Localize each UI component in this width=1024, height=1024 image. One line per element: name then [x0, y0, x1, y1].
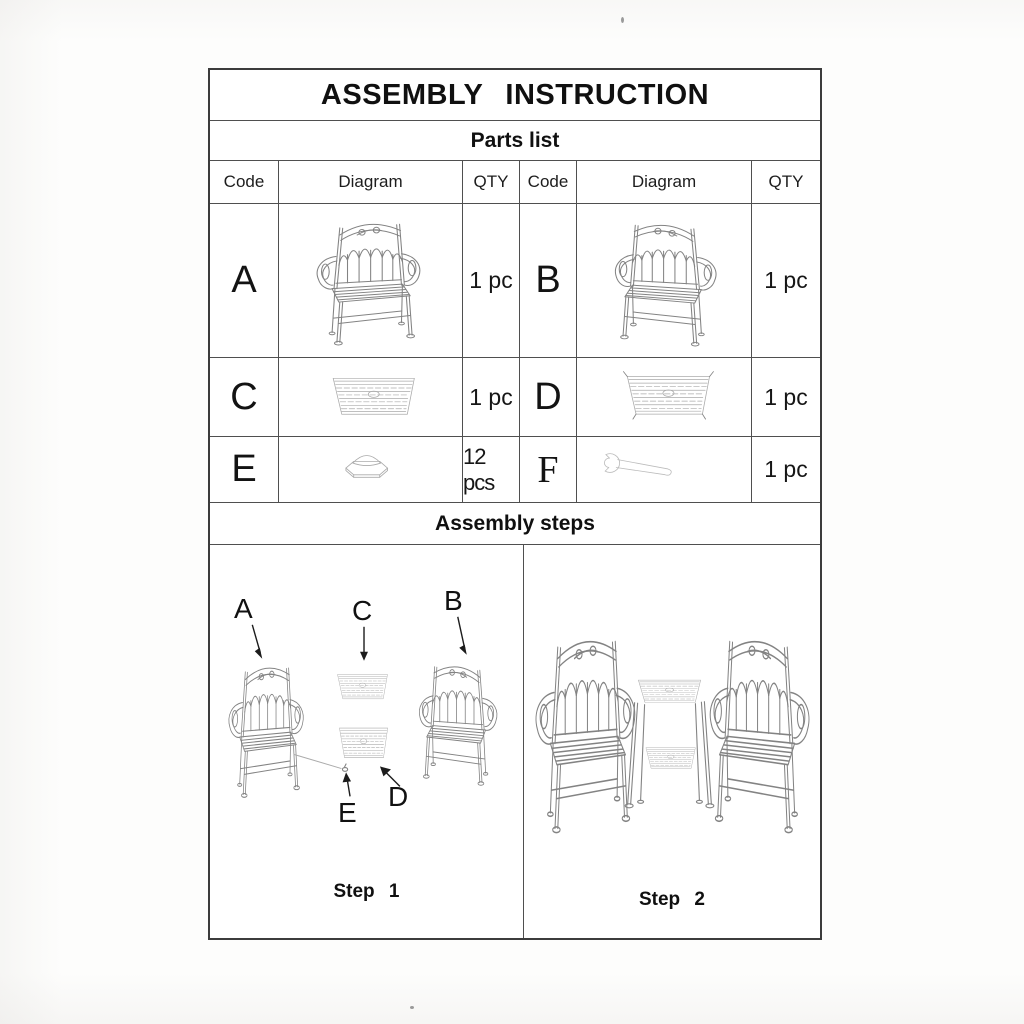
assembly-steps-heading-row	[210, 502, 820, 544]
part-code-c: C	[230, 375, 258, 418]
parts-list-heading-row	[210, 120, 820, 160]
column-header-code-left: Code	[223, 172, 265, 191]
parts-row-e-f	[210, 436, 820, 502]
title-row	[210, 70, 820, 120]
part-code-d: D	[534, 375, 562, 418]
assembly-steps-heading: Assembly steps	[435, 511, 595, 535]
step-1-caption: Step 1	[333, 881, 400, 902]
part-qty-f: 1 pc	[764, 456, 808, 482]
part-qty-c: 1 pc	[469, 383, 513, 410]
parts-list-heading: Parts list	[470, 128, 560, 152]
column-header-diagram-right: Diagram	[631, 172, 697, 191]
chair-a-illustration	[279, 204, 462, 357]
column-header-qty-right: QTY	[768, 172, 804, 191]
part-diagram-c-cell	[278, 358, 462, 436]
parts-row-a-b	[210, 203, 820, 357]
parts-table-header	[210, 160, 820, 203]
parts-row-c-d	[210, 357, 820, 436]
part-qty-d: 1 pc	[764, 383, 808, 410]
part-diagram-a-cell	[278, 204, 462, 357]
step-2-assembled-diagram	[524, 545, 820, 938]
step1-label-d: D	[388, 781, 409, 812]
shelf-panel-illustration	[577, 358, 751, 436]
column-header-qty-left: QTY	[473, 172, 509, 191]
step-2-panel	[523, 545, 820, 938]
step1-label-a: A	[234, 593, 253, 624]
part-code-a: A	[231, 259, 257, 301]
part-diagram-d-cell	[576, 358, 751, 436]
step1-label-b: B	[444, 585, 463, 616]
wrench-illustration	[577, 437, 751, 502]
instruction-sheet	[208, 68, 822, 940]
step-1-panel	[210, 545, 523, 938]
assembly-steps-row	[210, 544, 820, 938]
scan-speck-top	[621, 17, 624, 23]
scan-speck-bottom	[410, 1006, 414, 1009]
step1-label-c: C	[352, 595, 373, 626]
column-header-diagram-left: Diagram	[338, 172, 403, 191]
table-top-illustration	[279, 358, 462, 436]
part-code-b: B	[535, 259, 561, 301]
part-qty-a: 1 pc	[469, 267, 513, 293]
part-diagram-b-cell	[576, 204, 751, 357]
part-diagram-e-cell	[278, 437, 462, 502]
column-header-code-right: Code	[527, 172, 569, 191]
step1-label-e: E	[338, 797, 357, 828]
step-2-caption: Step 2	[638, 889, 706, 910]
chair-b-illustration	[577, 204, 751, 357]
part-qty-e: 12 pcs	[463, 443, 495, 495]
part-diagram-f-cell	[576, 437, 751, 502]
cap-nut-illustration	[279, 437, 462, 502]
part-qty-b: 1 pc	[764, 267, 808, 293]
page-title: ASSEMBLY INSTRUCTION	[320, 78, 710, 111]
part-code-e: E	[231, 448, 257, 490]
part-code-f: F	[537, 448, 559, 491]
